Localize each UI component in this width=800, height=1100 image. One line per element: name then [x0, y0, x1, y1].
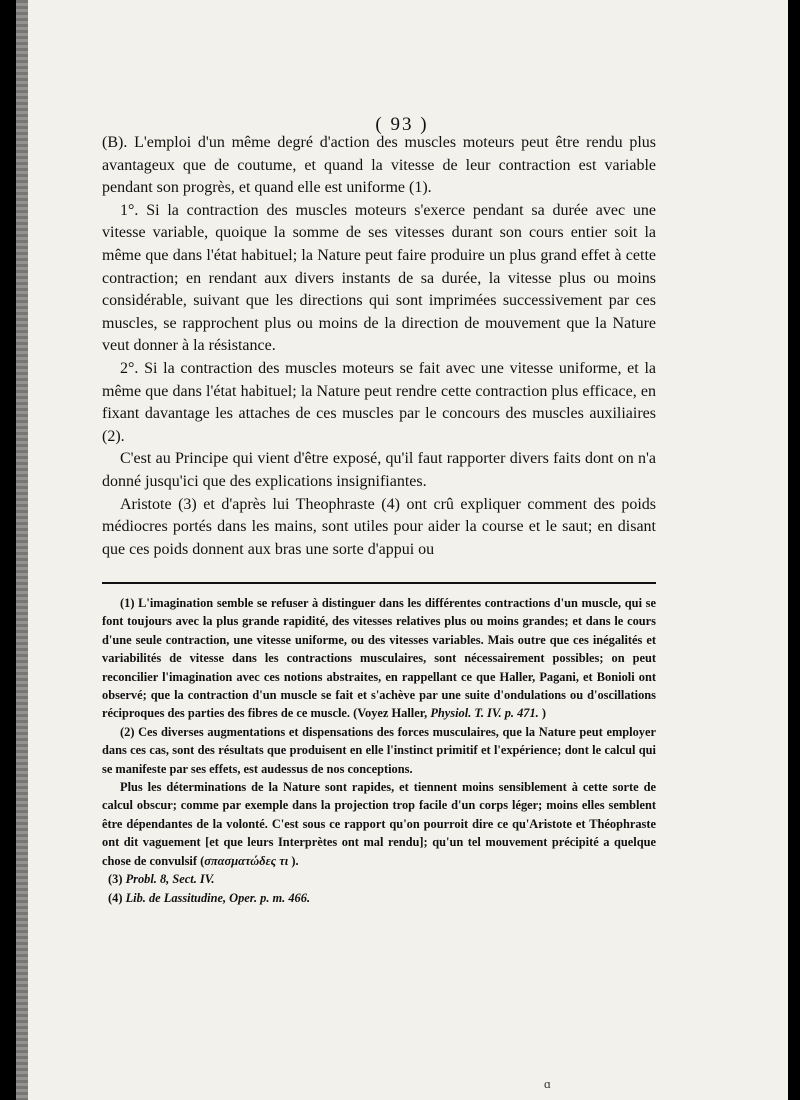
bottom-mark: ɑ	[544, 1076, 551, 1091]
footnote-1-text: (1) L'imagination semble se refuser à distinguer dans les différentes contractions d'un muscle, qui se font toujours avec la plus grande rapidité, des vitesses relatives plus ou moins grandes; et dans le cours d'une seule contraction, une vitesse uniforme, ou des vitesses variables. Mais outre que ces inégalités et variabilités de vitesse dans les contractions musculaires, sont nécessairement possibles; on peut reconcilier l'imagination avec ces notions abstraites, en rappellant ce que Haller, Pagani, et Bonioli ont observé; que la contraction d'un muscle se fait et s'achève par une suite d'ondulations ou d'oscillations réciproques des parties des fibres de ce muscle. (Voyez Haller,	[102, 596, 656, 721]
footnote-2b-text: Plus les déterminations de la Nature sont rapides, et tiennent moins sensiblement à cette sorte de calcul obscur; comme par exemple dans la projection trop facile d'un corps léger; moins elles semblent être dépendantes de la volonté. C'est sous ce rapport qu'on pourroit dire ce qu'Aristote et Théophraste ont dit vaguement [et que leurs Interprètes ont mal rendu]; qu'un tel mouvement précipité a quelque chose de convulsif (	[102, 780, 656, 868]
paragraph-aristote: Aristote (3) et d'après lui Theophraste (4) ont crû expliquer comment des poids médiocres portés dans les mains, sont utiles pour aider la course et le saut; en disant que ces poids donnent aux bras une sorte d'appui ou	[102, 495, 656, 558]
greek-term: σπασματώδες τι	[204, 853, 289, 868]
paragraph-2: 2°. Si la contraction des muscles moteurs se fait avec une vitesse uniforme, et la même que dans l'état habituel; la Nature peut rendre cette contraction plus efficace, en fixant davantage les attaches de ces muscles par le concours des muscles auxiliaires (2).	[102, 359, 656, 445]
page-binding-edge	[16, 0, 28, 1100]
footnotes	[102, 594, 656, 907]
footnote-1	[102, 594, 656, 723]
footnote-3	[102, 870, 656, 888]
footnote-3-text: Probl. 8, Sect. IV.	[125, 872, 215, 887]
book-page	[16, 0, 788, 1100]
footnote-2-continued	[102, 778, 656, 870]
footnote-4-number: (4)	[108, 890, 123, 905]
footnote-divider	[102, 582, 656, 584]
footnote-1-citation: Physiol. T. IV. p. 471.	[430, 706, 539, 721]
footnote-2b-end: ).	[291, 853, 299, 868]
paragraph-principle: C'est au Principe qui vient d'être exposé, qu'il faut rapporter divers faits dont on n'a donné jusqu'ici que des explications insignifiantes.	[102, 450, 656, 490]
footnote-4-text: Lib. de Lassitudine, Oper. p. m. 466.	[125, 890, 311, 905]
footnote-4	[102, 889, 656, 907]
paragraph-b: (B). L'emploi d'un même degré d'action des muscles moteurs peut être rendu plus avantageux que de coutume, et quand la vitesse de leur contraction est variable pendant son progrès, et quand elle est uniforme (1).	[102, 134, 656, 197]
main-text	[102, 132, 656, 561]
paragraph-1: 1°. Si la contraction des muscles moteurs s'exerce pendant sa durée avec une vitesse variable, quoique la somme de ses vitesses durant son cours entier soit la même que dans l'état habituel; la Nature peut faire produire un plus grand effet à cette contraction; en rendant aux divers instants de sa durée, la vitesse plus ou moins considérable, suivant que les directions qui sont imprimées successivement par ces muscles, se rapprochent plus ou moins de la direction de mouvement que la Nature veut donner à la résistance.	[102, 201, 656, 355]
footnote-1-end: )	[541, 706, 547, 721]
footnote-2: (2) Ces diverses augmentations et dispensations des forces musculaires, que la Nature peut employer dans ces cas, sont des résultats que produisent en elle l'instinct primitif et l'expérience; dont le calcul qui se manifeste par ses effets, est audessus de nos conceptions.	[102, 724, 656, 776]
page-number: ( 93 )	[375, 114, 429, 135]
footnote-3-number: (3)	[108, 872, 123, 887]
